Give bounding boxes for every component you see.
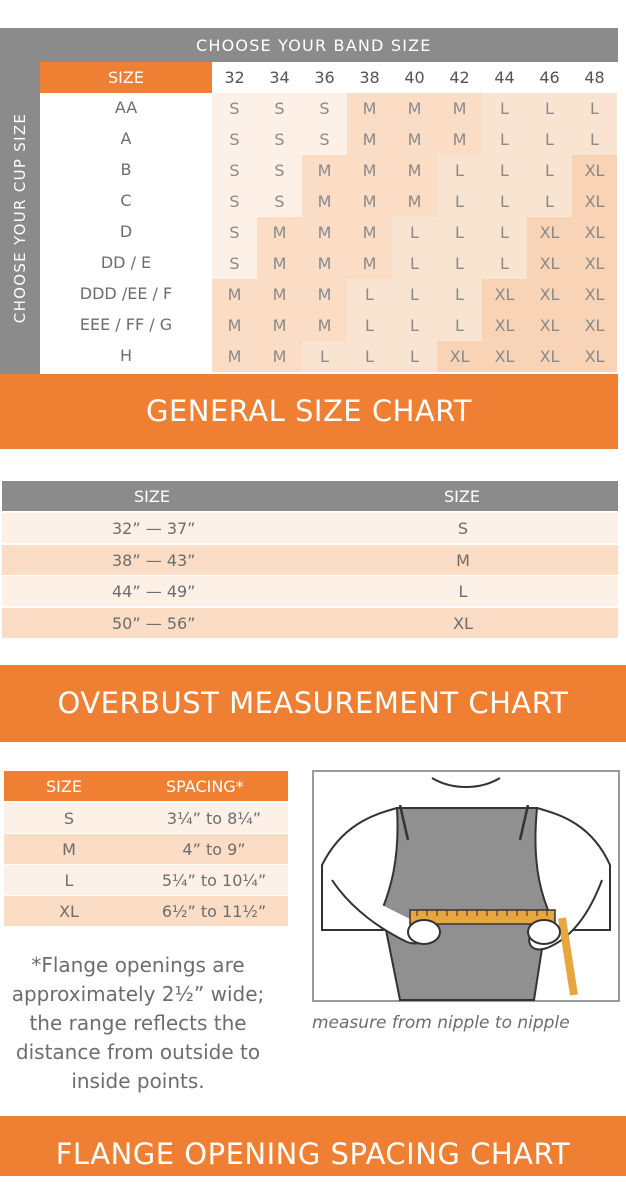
- size-cell: M: [392, 93, 437, 124]
- flange-row: [4, 865, 288, 895]
- size-cell: S: [257, 93, 302, 124]
- cup-size-label: A: [120, 129, 132, 148]
- general-size-chart-title: [0, 374, 618, 449]
- flange-chart-title: [0, 1116, 626, 1176]
- size-cell: L: [482, 124, 527, 155]
- overbust-size: L: [458, 582, 468, 601]
- overbust-row: [2, 608, 618, 638]
- size-cell: L: [572, 124, 617, 155]
- size-cell: M: [437, 124, 482, 155]
- cup-size-label: AA: [114, 98, 138, 117]
- size-cell: L: [392, 248, 437, 279]
- size-cell: L: [527, 186, 572, 217]
- band-number: 40: [404, 68, 425, 87]
- flange-col1-header: SIZE: [46, 777, 82, 796]
- size-cell: L: [302, 341, 347, 372]
- overbust-range: 50” — 56”: [112, 613, 196, 633]
- flange-table-header: [4, 771, 288, 801]
- cup-size-label: DD / E: [100, 253, 152, 272]
- band-number: 42: [449, 68, 470, 87]
- size-cell: L: [482, 93, 527, 124]
- overbust-range: 44” — 49”: [112, 582, 196, 601]
- size-cell: L: [392, 310, 437, 341]
- size-cell: M: [347, 124, 392, 155]
- size-cell: L: [437, 155, 482, 186]
- size-cell: L: [392, 217, 437, 248]
- size-cell: M: [437, 93, 482, 124]
- size-cell: S: [212, 248, 257, 279]
- overbust-range: 32” — 37”: [112, 519, 196, 538]
- overbust-size: XL: [453, 613, 473, 633]
- size-cell: L: [527, 155, 572, 186]
- size-cell: S: [257, 155, 302, 186]
- size-cell: XL: [572, 186, 617, 217]
- size-cell: XL: [572, 217, 617, 248]
- size-cell: M: [257, 341, 302, 372]
- size-cell: S: [212, 93, 257, 124]
- general-title-text: GENERAL SIZE CHART: [145, 394, 473, 428]
- size-cell: M: [392, 186, 437, 217]
- cup-size-label: B: [120, 160, 132, 179]
- size-cell: L: [437, 248, 482, 279]
- size-cell: XL: [572, 310, 617, 341]
- cup-size-label: D: [119, 222, 133, 241]
- overbust-table-header: [2, 481, 618, 511]
- size-cell: M: [302, 310, 347, 341]
- size-cell: L: [482, 155, 527, 186]
- size-cell: M: [302, 279, 347, 310]
- overbust-chart-title: [0, 665, 626, 742]
- flange-footnote: *Flange openings are approximately 2½” wide; the range reflects the distance from outside to inside points.: [11, 953, 265, 1093]
- size-cell: XL: [572, 248, 617, 279]
- size-cell: XL: [527, 248, 572, 279]
- size-cell: XL: [572, 279, 617, 310]
- size-cell: M: [212, 310, 257, 341]
- size-cell: M: [302, 186, 347, 217]
- overbust-col2-header: SIZE: [444, 487, 480, 506]
- size-cell: S: [212, 155, 257, 186]
- overbust-title-text: OVERBUST MEASUREMENT CHART: [57, 686, 569, 720]
- band-number: 32: [224, 68, 245, 87]
- band-number: 46: [539, 68, 560, 87]
- flange-row: [4, 834, 288, 864]
- cup-size-side-header: [0, 62, 40, 374]
- band-number: 44: [494, 68, 515, 87]
- size-cell: M: [392, 124, 437, 155]
- size-cell: XL: [527, 341, 572, 372]
- size-cell: S: [212, 217, 257, 248]
- measuring-illustration: [312, 770, 620, 1002]
- flange-size: M: [62, 840, 76, 859]
- size-cell: L: [527, 93, 572, 124]
- size-cell: M: [302, 217, 347, 248]
- flange-title-text: FLANGE OPENING SPACING CHART: [55, 1137, 571, 1171]
- size-column-header: [40, 62, 212, 93]
- band-size-header-text: CHOOSE YOUR BAND SIZE: [196, 36, 432, 55]
- size-cell: L: [392, 341, 437, 372]
- flange-spacing: 6½” to 11½”: [161, 902, 267, 921]
- flange-size: S: [63, 809, 75, 828]
- size-cell: M: [302, 248, 347, 279]
- size-cell: M: [302, 155, 347, 186]
- band-size-header: [0, 28, 618, 62]
- size-header-label: SIZE: [108, 68, 144, 87]
- left-hand: [408, 920, 440, 944]
- size-cell: S: [212, 124, 257, 155]
- illustration-caption: measure from nipple to nipple: [312, 1013, 570, 1033]
- size-cell: L: [347, 279, 392, 310]
- size-cell: XL: [527, 310, 572, 341]
- band-number: 38: [359, 68, 380, 87]
- size-cell: XL: [482, 310, 527, 341]
- size-cell: L: [392, 279, 437, 310]
- size-cell: L: [482, 186, 527, 217]
- size-cell: L: [572, 93, 617, 124]
- cup-size-label: DDD /EE / F: [79, 284, 173, 303]
- flange-size: XL: [59, 902, 79, 921]
- flange-row: [4, 803, 288, 833]
- size-cell: XL: [482, 341, 527, 372]
- overbust-row: [2, 513, 618, 543]
- flange-size: L: [64, 871, 74, 890]
- size-cell: L: [482, 248, 527, 279]
- band-number: 36: [314, 68, 335, 87]
- size-cell: XL: [572, 155, 617, 186]
- flange-spacing: 4” to 9”: [182, 840, 246, 859]
- band-number: 34: [269, 68, 290, 87]
- size-cell: S: [302, 124, 347, 155]
- size-cell: L: [347, 341, 392, 372]
- size-cell: L: [527, 124, 572, 155]
- size-cell: XL: [572, 341, 617, 372]
- size-cell: M: [212, 279, 257, 310]
- size-cell: M: [257, 310, 302, 341]
- flange-spacing: 3¼” to 8¼”: [166, 809, 262, 828]
- size-cell: M: [257, 217, 302, 248]
- size-cell: L: [482, 217, 527, 248]
- size-cell: M: [347, 186, 392, 217]
- flange-row: [4, 896, 288, 926]
- size-cell: M: [257, 279, 302, 310]
- size-cell: L: [437, 279, 482, 310]
- size-cell: M: [257, 248, 302, 279]
- flange-col2-header: SPACING*: [166, 777, 244, 796]
- size-cell: M: [347, 155, 392, 186]
- size-cell: L: [437, 310, 482, 341]
- size-cell: M: [347, 93, 392, 124]
- size-cell: S: [257, 124, 302, 155]
- cup-size-header-text: CHOOSE YOUR CUP SIZE: [11, 112, 29, 324]
- overbust-row: [2, 576, 618, 606]
- size-cell: XL: [527, 217, 572, 248]
- overbust-row: [2, 545, 618, 575]
- size-cell: L: [437, 186, 482, 217]
- size-cell: M: [347, 248, 392, 279]
- size-cell: L: [347, 310, 392, 341]
- size-cell: M: [347, 217, 392, 248]
- size-cell: XL: [482, 279, 527, 310]
- size-cell: M: [392, 155, 437, 186]
- size-cell: S: [212, 186, 257, 217]
- overbust-col1-header: SIZE: [134, 487, 170, 506]
- band-number: 48: [584, 68, 605, 87]
- overbust-range: 38” — 43”: [112, 550, 196, 570]
- cup-size-label: H: [119, 346, 133, 365]
- flange-spacing: 5¼” to 10¼”: [161, 871, 267, 890]
- cup-size-label: EEE / FF / G: [79, 315, 173, 334]
- size-cell: L: [437, 217, 482, 248]
- size-cell: S: [257, 186, 302, 217]
- size-cell: XL: [437, 341, 482, 372]
- size-cell: XL: [527, 279, 572, 310]
- right-hand: [528, 920, 560, 944]
- overbust-size: M: [456, 550, 470, 570]
- size-cell: S: [302, 93, 347, 124]
- cup-size-label: C: [120, 191, 132, 210]
- overbust-size: S: [457, 519, 469, 538]
- size-cell: M: [212, 341, 257, 372]
